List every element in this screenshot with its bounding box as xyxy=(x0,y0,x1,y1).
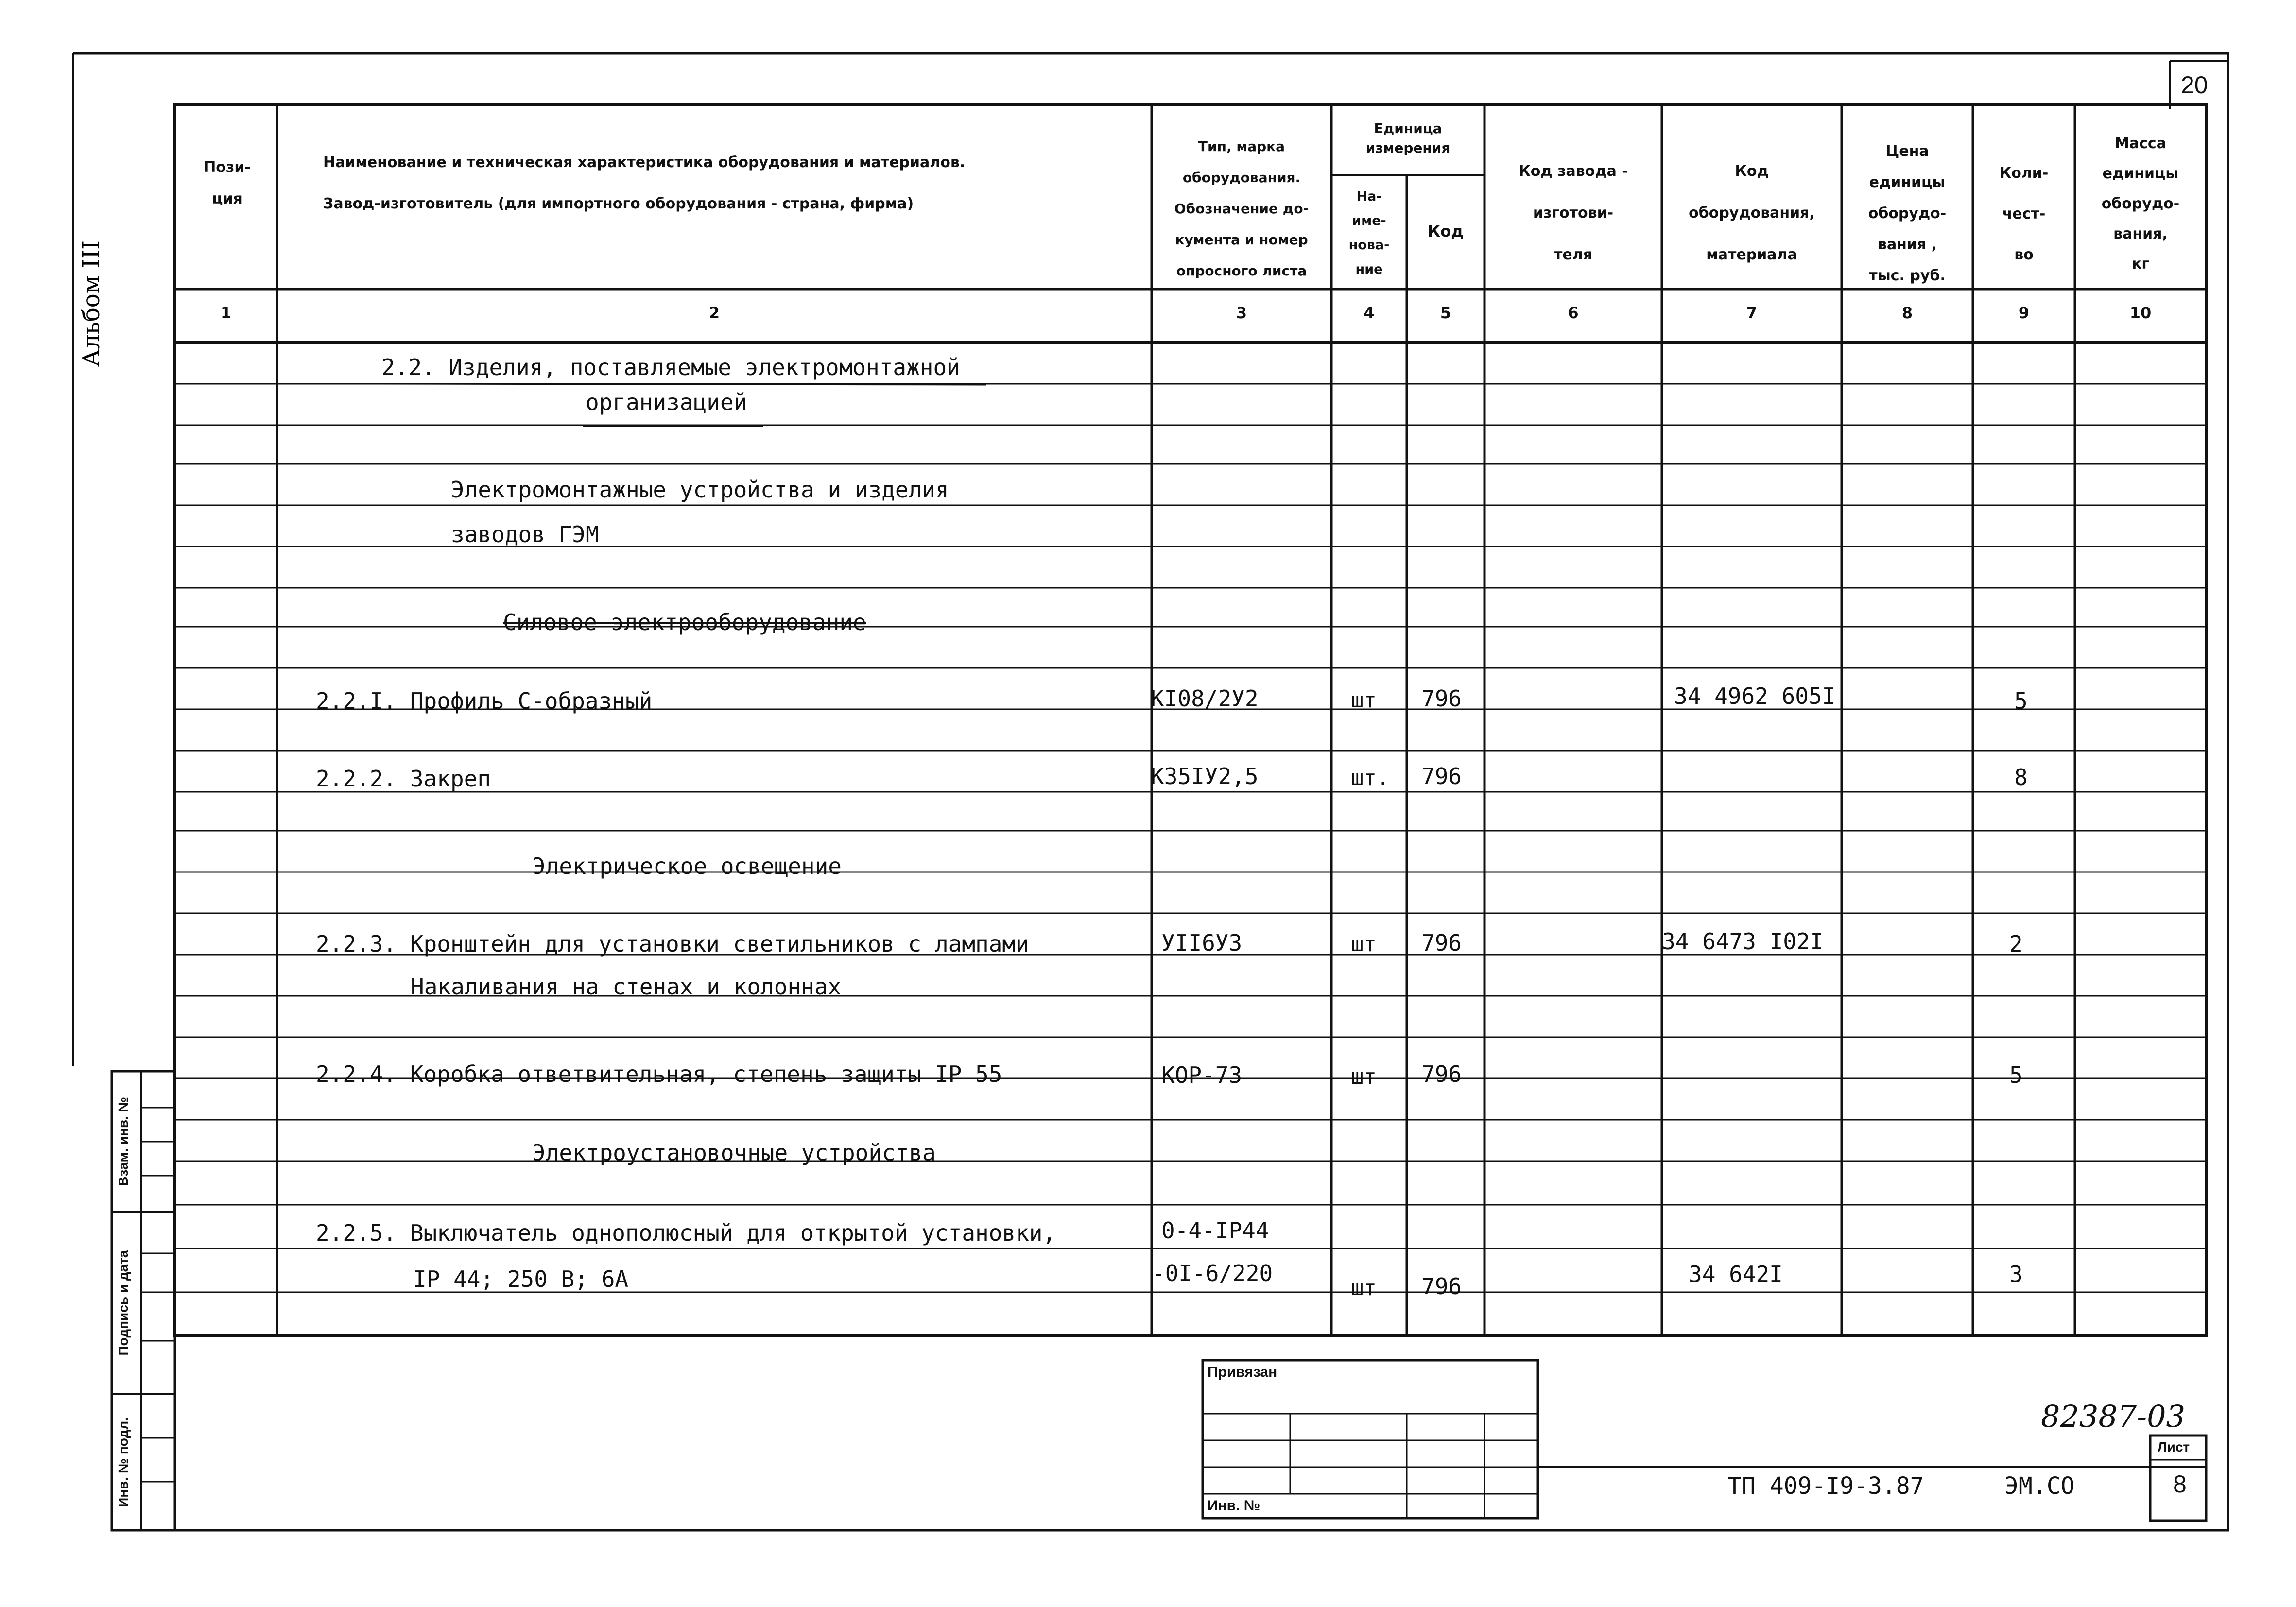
side-stamp-inv-podl xyxy=(117,1397,136,1528)
col-number-10: 10 xyxy=(2129,304,2152,322)
side-stamp-vzam xyxy=(117,1074,136,1210)
header-factory-code-l2: изготови- xyxy=(1533,205,1614,222)
header-type-l1: Тип, марка xyxy=(1198,138,1285,154)
subsection-lighting: Электрическое освещение xyxy=(532,853,842,879)
header-type-l4: кумента и номер xyxy=(1175,232,1308,248)
item-1-equip: 34 4962 605I xyxy=(1674,683,1836,709)
header-qty-l1: Коли- xyxy=(1999,165,2049,182)
col-number-1: 1 xyxy=(220,304,232,322)
header-equip-code-l3: материала xyxy=(1706,246,1797,263)
header-factory-code-l3: теля xyxy=(1554,246,1592,263)
header-mass-l2: единицы xyxy=(2102,165,2179,182)
header-factory-code-l1: Код завода - xyxy=(1519,163,1628,180)
header-qty-l2: чест- xyxy=(2002,205,2046,222)
header-type-l2: оборудования. xyxy=(1182,170,1301,186)
item-5-name: 2.2.5. Выключатель однополюсный для открытой установки, xyxy=(316,1220,1056,1246)
col-number-2: 2 xyxy=(708,304,720,322)
section-title-line2: организацией xyxy=(586,389,747,415)
side-stamp-inv-podl-text: Инв. № подл. xyxy=(116,1417,131,1507)
subsection-gem-line2: заводов ГЭМ xyxy=(451,521,599,547)
album-label xyxy=(78,221,112,386)
item-3-code: 796 xyxy=(1421,930,1462,956)
subsection-wiring-devices: Электроустановочные устройства xyxy=(532,1140,936,1166)
header-factory-code xyxy=(1487,151,1659,276)
header-equip-code-l1: Код xyxy=(1735,163,1769,180)
header-mass-l4: вания, xyxy=(2113,225,2168,242)
header-qty xyxy=(1975,153,2072,275)
item-3-type: УII6У3 xyxy=(1161,930,1243,956)
item-3-name: 2.2.3. Кронштейн для установки светильников с лампами xyxy=(316,931,1029,957)
item-4-qty: 5 xyxy=(2009,1062,2023,1088)
album-label-text: Альбом III xyxy=(78,240,105,367)
bound-label: Привязан xyxy=(1208,1364,1277,1380)
header-type xyxy=(1154,131,1329,287)
header-price-l4: вания , xyxy=(1877,236,1937,253)
item-2-name: 2.2.2. Закреп xyxy=(316,766,491,792)
item-5-unit: шт xyxy=(1351,1276,1377,1300)
page-number: 20 xyxy=(2181,71,2208,99)
side-stamp-vzam-text: Взам. инв. № xyxy=(116,1097,131,1186)
handwritten-number: 82387-03 xyxy=(2041,1399,2186,1434)
header-name-l1: Наименование и техническая характеристика оборудования и материалов. xyxy=(323,154,966,171)
header-equip-code-l2: оборудования, xyxy=(1689,205,1815,222)
header-name-l2: Завод-изготовитель (для импортного оборудования - страна, фирма) xyxy=(323,195,914,212)
header-unit-name-l2: име- xyxy=(1352,213,1386,228)
item-4-code: 796 xyxy=(1421,1061,1462,1087)
item-5-type: 0-4-IP44 xyxy=(1161,1217,1269,1244)
subsection-power: Силовое электрооборудование xyxy=(503,609,866,635)
header-position-l1: Пози- xyxy=(204,159,251,176)
item-1-unit: шт xyxy=(1351,688,1377,713)
document-code: ТП 409-I9-3.87 xyxy=(1727,1472,1924,1500)
header-unit-group-l1: Единица xyxy=(1374,120,1442,137)
header-mass xyxy=(2077,129,2204,279)
header-price-l5: тыс. руб. xyxy=(1869,267,1946,284)
item-1-qty: 5 xyxy=(2014,688,2028,714)
item-4-type: КОР-73 xyxy=(1161,1062,1243,1088)
col-number-3: 3 xyxy=(1236,304,1247,322)
item-2-unit: шт. xyxy=(1351,766,1390,790)
sheet-number: 8 xyxy=(2173,1470,2187,1498)
header-price-l2: единицы xyxy=(1869,174,1946,191)
item-4-unit: шт xyxy=(1351,1064,1377,1089)
header-name xyxy=(282,155,1147,211)
header-qty-l3: во xyxy=(2014,246,2034,263)
item-3-equip: 34 6473 I02I xyxy=(1662,928,1824,955)
header-type-l5: опросного листа xyxy=(1176,263,1307,279)
sheet-label: Лист xyxy=(2158,1439,2190,1454)
item-2-qty: 8 xyxy=(2014,764,2028,790)
subsection-gem-line1: Электромонтажные устройства и изделия xyxy=(451,477,949,503)
side-stamp-podpis-text: Подпись и дата xyxy=(116,1250,131,1356)
header-mass-l5: кг xyxy=(2131,256,2150,273)
col-number-8: 8 xyxy=(1901,304,1913,322)
item-5-name2: IP 44; 250 В; 6А xyxy=(413,1266,629,1292)
item-5-qty: 3 xyxy=(2009,1261,2023,1287)
document-suffix: ЭМ.СО xyxy=(2004,1472,2075,1500)
header-position-l2: ция xyxy=(212,190,242,207)
item-1-type: КI08/2У2 xyxy=(1151,685,1259,712)
header-unit-name xyxy=(1334,185,1404,282)
item-3-qty: 2 xyxy=(2009,931,2023,957)
item-5-type2: -0I-6/220 xyxy=(1152,1260,1273,1286)
item-1-name: 2.2.I. Профиль С-образный xyxy=(316,688,653,714)
item-5-code: 796 xyxy=(1421,1273,1462,1299)
item-4-name: 2.2.4. Коробка ответвительная, степень защиты IP 55 xyxy=(316,1061,1002,1087)
side-stamp-podpis xyxy=(117,1215,136,1390)
item-5-equip: 34 642I xyxy=(1689,1261,1783,1287)
header-price-l1: Цена xyxy=(1885,143,1929,160)
header-unit-code xyxy=(1409,223,1482,239)
item-2-type: К35IУ2,5 xyxy=(1151,763,1259,789)
item-2-code: 796 xyxy=(1421,763,1462,789)
col-number-7: 7 xyxy=(1746,304,1758,322)
col-number-9: 9 xyxy=(2018,304,2030,322)
header-position xyxy=(180,160,275,206)
item-1-code: 796 xyxy=(1421,685,1462,712)
header-price-l3: оборудо- xyxy=(1868,205,1947,222)
header-mass-l3: оборудо- xyxy=(2101,195,2180,212)
header-equip-code xyxy=(1664,151,1839,276)
header-unit-code-text: Код xyxy=(1428,222,1464,240)
header-mass-l1: Масса xyxy=(2115,135,2166,152)
col-number-6: 6 xyxy=(1568,304,1579,322)
header-unit-name-l3: нова- xyxy=(1348,238,1390,253)
section-title-line1: 2.2. Изделия, поставляемые электромонтажной xyxy=(381,354,960,380)
header-unit-group-l2: измерения xyxy=(1365,140,1450,156)
header-unit-name-l1: На- xyxy=(1356,189,1382,204)
header-type-l3: Обозначение до- xyxy=(1174,201,1309,217)
col-number-4: 4 xyxy=(1364,304,1375,322)
item-3-name2: Накаливания на стенах и колоннах xyxy=(411,974,842,1000)
inv-number-label: Инв. № xyxy=(1208,1498,1260,1514)
header-unit-name-l4: ние xyxy=(1355,262,1383,277)
header-price xyxy=(1844,136,1970,291)
col-number-5: 5 xyxy=(1440,304,1451,322)
item-3-unit: шт xyxy=(1351,932,1377,957)
header-unit-group xyxy=(1334,119,1482,158)
